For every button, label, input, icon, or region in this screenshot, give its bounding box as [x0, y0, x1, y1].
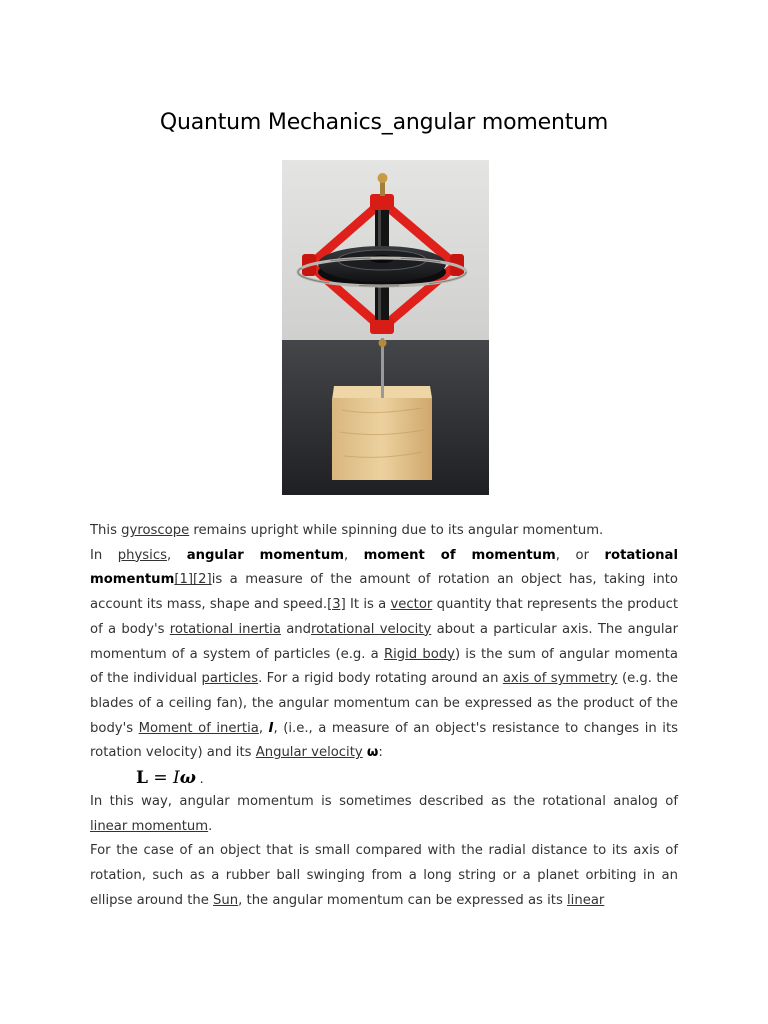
- text-run: ,: [258, 720, 269, 736]
- text-run: , or: [555, 547, 605, 563]
- text-run: ,: [166, 547, 187, 563]
- term-rotational-momentum: rotational momentum: [90, 547, 678, 588]
- angular-momentum-formula: [90, 766, 678, 790]
- formula-omega: ω: [179, 768, 196, 789]
- text-run: is a measure of the amount of rotation an object has, taking into account its mass, shape and speed.: [90, 572, 678, 613]
- text-run: (e.g. the blades of a ceiling fan), the angular momentum can be expressed as the product of the body's: [90, 671, 678, 736]
- paragraph-small-object: [90, 839, 678, 913]
- text-run: . For a rigid body rotating around an: [258, 671, 503, 687]
- text-run: about a particular axis. The angular momentum of a system of particles (e.g. a: [90, 621, 678, 662]
- rotational-inertia-link[interactable]: rotational inertia: [169, 621, 281, 637]
- text-run: For the case of an object that is small compared with the radial distance to its axis of rotation, such as a rubber ball swinging from a long string or a planet orbiting in an ellipse around the: [90, 843, 678, 908]
- term-moment-of-momentum: moment of momentum: [363, 547, 556, 563]
- reference-3-link[interactable]: [3]: [327, 597, 346, 613]
- text-run: quantity that represents the product of a body's: [90, 597, 679, 637]
- linear-momentum-link[interactable]: linear momentum: [90, 818, 209, 834]
- text-run: In this way, angular momentum is sometimes described as the rotational analog of: [90, 794, 678, 810]
- image-caption: [90, 519, 678, 544]
- gyroscope-link[interactable]: gyroscope: [121, 523, 190, 538]
- formula-L: L: [136, 768, 148, 789]
- gyroscope-photo: [282, 160, 489, 495]
- text-run: In: [90, 547, 118, 563]
- rotational-velocity-link[interactable]: rotational velocity: [311, 621, 432, 637]
- formula-I: I: [173, 768, 180, 789]
- vector-link[interactable]: vector: [390, 597, 433, 613]
- text-run: :: [378, 745, 383, 761]
- paragraph-analog: [90, 790, 678, 839]
- text-run: , (i.e., a measure of an object's resistance to changes in its rotation velocity) and its: [90, 720, 678, 761]
- formula-equals: =: [147, 768, 174, 789]
- sun-link[interactable]: Sun: [213, 892, 239, 908]
- article-body: [90, 519, 678, 914]
- text-run: , the angular momentum can be expressed as its: [238, 892, 568, 908]
- term-angular-momentum: angular momentum: [186, 547, 344, 563]
- caption-text: This: [90, 523, 122, 538]
- formula-end: .: [195, 772, 204, 787]
- moment-of-inertia-link[interactable]: Moment of inertia: [138, 720, 259, 736]
- text-run: It is a: [345, 597, 391, 613]
- symbol-I: I: [268, 720, 274, 736]
- text-run: ,: [343, 547, 364, 563]
- text-run: .: [208, 818, 213, 834]
- axis-of-symmetry-link[interactable]: axis of symmetry: [502, 671, 618, 687]
- rigid-body-link[interactable]: Rigid body: [383, 646, 455, 662]
- page-title: Quantum Mechanics_angular momentum: [159, 110, 609, 135]
- paragraph-definition: [90, 544, 678, 766]
- particles-link[interactable]: particles: [201, 671, 259, 687]
- text-run: and: [280, 621, 312, 637]
- linear-link[interactable]: linear: [567, 892, 605, 908]
- caption-text-end: remains upright while spinning due to its angular momentum.: [189, 523, 604, 538]
- gyroscope-illustration: [282, 160, 489, 495]
- physics-link[interactable]: physics: [117, 547, 167, 563]
- symbol-omega: ω: [366, 745, 379, 761]
- reference-1-2-link[interactable]: [1][2]: [174, 572, 212, 588]
- angular-velocity-link[interactable]: Angular velocity: [255, 745, 363, 761]
- text-run: ) is the sum of angular momenta of the individual: [90, 646, 678, 687]
